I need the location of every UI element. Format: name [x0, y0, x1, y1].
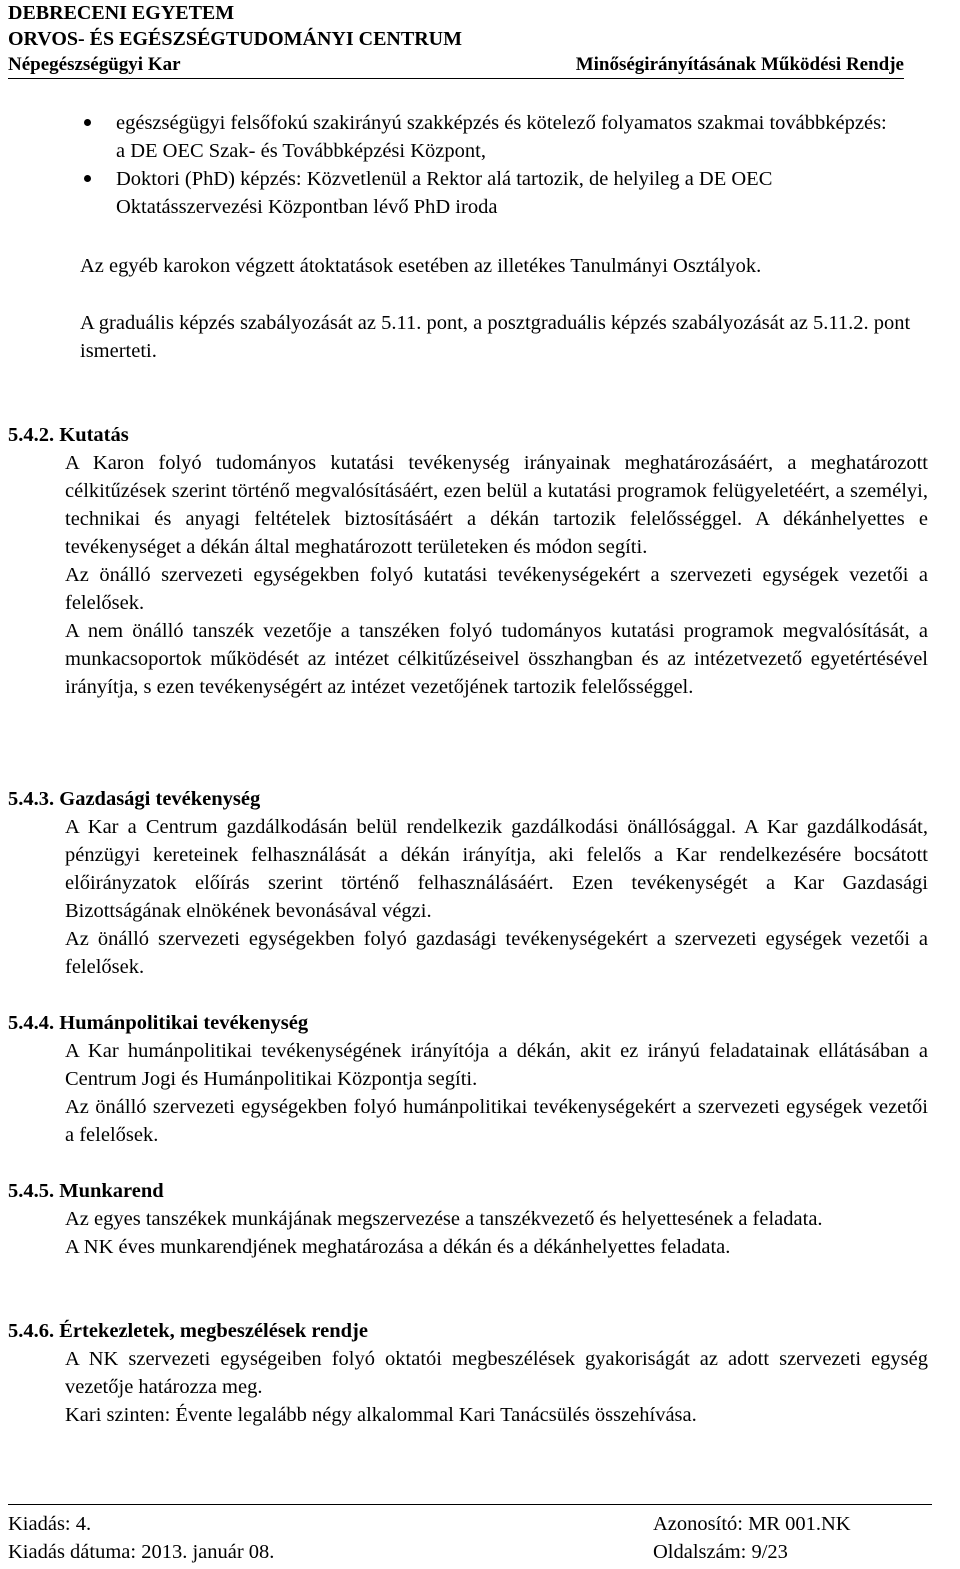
bullet-list: [80, 109, 900, 221]
section-heading: [8, 421, 928, 449]
page-number: Oldalszám: 9/23: [653, 1541, 788, 1563]
section-number: 5.4.6.: [8, 1320, 55, 1342]
section-content: [65, 1037, 928, 1149]
graduate-paragraph: A graduális képzés szabályozását az 5.11. pont, a posztgraduális képzés szabályozását az 5.11.2. pont ismerteti.: [80, 312, 911, 362]
edition: Kiadás: 4.: [8, 1513, 92, 1535]
section-paragraph: A NK szervezeti egységeiben folyó oktatói megbeszélések gyakoriságát az adott szervezeti egység vezetője határozza meg.: [65, 1348, 928, 1398]
section-number: 5.4.5.: [8, 1180, 55, 1202]
footer-divider: [8, 1504, 932, 1505]
list-item-text: Doktori (PhD) képzés: Közvetlenül a Rektor alá tartozik, de helyileg a DE OEC Oktatásszervezési Központban lévő PhD iroda: [116, 168, 773, 218]
section-paragraph: Az önálló szervezeti egységekben folyó gazdasági tevékenységekért a szervezeti egységek vezetői a felelősek.: [65, 928, 928, 978]
section-title: Értekezletek, megbeszélések rendje: [59, 1320, 368, 1342]
header-divider: [8, 78, 904, 79]
section-paragraph: Az önálló szervezeti egységekben folyó humánpolitikai tevékenységekért a szervezeti egységek vezetői a felelősek.: [65, 1096, 928, 1146]
header-row-1: [8, 0, 904, 26]
page-footer: [8, 1510, 888, 1566]
section-number: 5.4.3.: [8, 788, 55, 810]
section-meetings: [8, 1317, 928, 1429]
section-title: Humánpolitikai tevékenység: [59, 1012, 309, 1034]
document-title: Minőségirányításának Működési Rendje: [575, 54, 904, 75]
faculty-name: Népegészségügyi Kar: [8, 54, 181, 75]
header-row-2: [8, 26, 904, 52]
section-title: Gazdasági tevékenység: [59, 788, 261, 810]
footer-row-1: [8, 1510, 888, 1538]
section-number: 5.4.4.: [8, 1012, 55, 1034]
page-header: [8, 0, 904, 78]
section-title: Kutatás: [59, 424, 129, 446]
section-heading: [8, 1009, 928, 1037]
section-content: [65, 813, 928, 981]
section-content: [65, 449, 928, 701]
section-paragraph: Az egyes tanszékek munkájának megszervezése a tanszékvezető és helyettesének a feladata.: [65, 1208, 823, 1230]
document-identifier: Azonosító: MR 001.NK: [653, 1513, 851, 1535]
section-hr: [8, 1009, 928, 1149]
section-heading: [8, 1177, 928, 1205]
section-paragraph: A NK éves munkarendjének meghatározása a dékán és a dékánhelyettes feladata.: [65, 1236, 731, 1258]
section-heading: [8, 1317, 928, 1345]
list-item: [80, 109, 900, 165]
university-name: DEBRECENI EGYETEM: [8, 2, 235, 24]
section-work-schedule: [8, 1177, 928, 1261]
other-faculties-paragraph: Az egyéb karokon végzett átoktatások esetében az illetékes Tanulmányi Osztályok.: [80, 255, 762, 277]
section-research: [8, 421, 928, 701]
section-title: Munkarend: [59, 1180, 164, 1202]
section-economic: [8, 785, 928, 981]
footer-row-2: [8, 1538, 888, 1566]
section-content: [65, 1345, 928, 1429]
header-row-3: [8, 52, 904, 78]
section-number: 5.4.2.: [8, 424, 55, 446]
edition-date: Kiadás dátuma: 2013. január 08.: [8, 1541, 275, 1563]
list-item: [80, 165, 900, 221]
section-paragraph: A Karon folyó tudományos kutatási tevékenység irányainak meghatározásáért, a meghatározott célkitűzések szerint történő megvalósításáért, ezen belül a kutatási programok felügyeletéért, a személyi, technikai és anyagi feltételek biztosításáért a dékán tartozik felelősséggel. A dékánhelyettes e tevékenységet a dékán által meghatározott területeken és módon segíti.: [65, 452, 928, 558]
section-paragraph: A Kar a Centrum gazdálkodásán belül rendelkezik gazdálkodási önállósággal. A Kar gazdálkodását, pénzügyi kereteinek felhasználását a dékán irányítja, aki felelős a Kar rendelkezésére bocsátott előirányzatok előírás szerint történő felhasználásáért. Ezen tevékenységét a Kar Gazdasági Bizottságának elnökének bevonásával végzi.: [65, 816, 928, 922]
center-name: ORVOS- ÉS EGÉSZSÉGTUDOMÁNYI CENTRUM: [8, 28, 462, 50]
list-item-text: egészségügyi felsőfokú szakirányú szakképzés és kötelező folyamatos szakmai továbbképzés: a DE OEC Szak- és Továbbképzési Központ,: [116, 112, 887, 162]
section-paragraph: Kari szinten: Évente legalább négy alkalommal Kari Tanácsülés összehívása.: [65, 1404, 697, 1426]
section-paragraph: Az önálló szervezeti egységekben folyó kutatási tevékenységekért a szervezeti egységek vezetői a felelősek.: [65, 564, 928, 614]
section-paragraph: A nem önálló tanszék vezetője a tanszéken folyó tudományos kutatási programok megvalósítását, a munkacsoportok működését az intézet célkitűzéseivel összhangban és az intézetvezető egyetértésével irányítja, s ezen tevékenységért az intézet vezetőjének tartozik felelősséggel.: [65, 620, 928, 698]
section-content: [65, 1205, 928, 1261]
bullet-icon: [80, 165, 116, 221]
bullet-icon: [80, 109, 116, 165]
section-paragraph: A Kar humánpolitikai tevékenységének irányítója a dékán, akit ez irányú feladatainak ellátásában a Centrum Jogi és Humánpolitikai Központja segíti.: [65, 1040, 928, 1090]
section-heading: [8, 785, 928, 813]
